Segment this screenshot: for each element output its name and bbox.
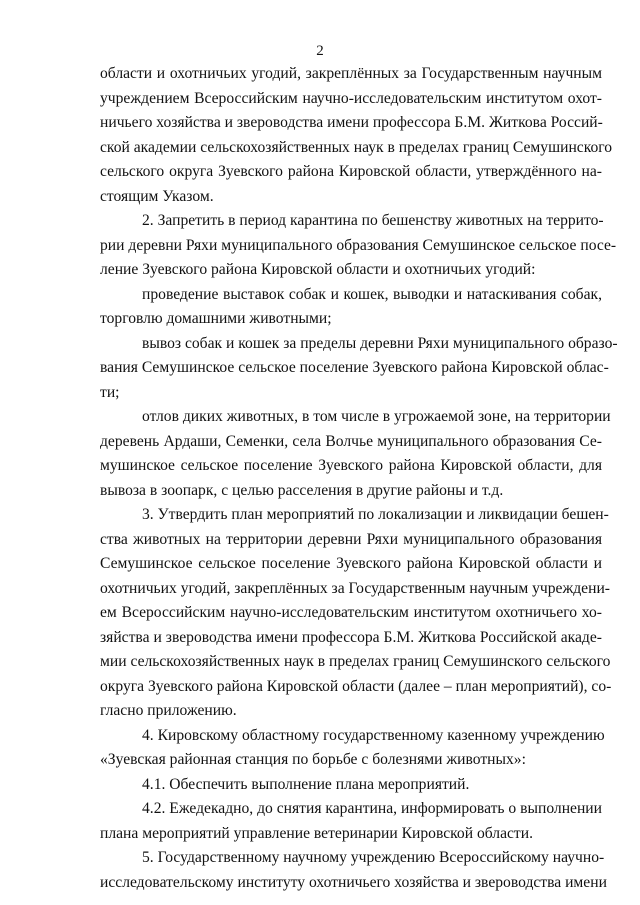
text-line: 3. Утвердить план мероприятий по локализации и ликвидации бешен- [142, 506, 609, 523]
text-line: учреждением Всероссийским научно-исследовательским институтом охот- [100, 89, 602, 107]
text-line: деревень Ардаши, Семенки, села Волчье муниципального образования Се- [100, 432, 602, 450]
text-line: гласно приложению. [100, 702, 237, 719]
text-line: сельского округа Зуевского района Кировской области, утверждённого на- [100, 163, 602, 180]
text-line: стоящим Указом. [100, 187, 214, 205]
text-line: мушинское сельское поселение Зуевского района Кировской области, для [100, 457, 602, 474]
text-line: мии сельскохозяйственных наук в пределах границ Семушинского сельского [100, 653, 611, 670]
text-line: ление Зуевского района Кировской области и охотничьих угодий: [100, 261, 536, 278]
document-body [100, 62, 618, 895]
text-line: вывоза в зоопарк, с целью расселения в другие районы и т.д. [100, 481, 504, 499]
text-line: Семушинское сельское поселение Зуевского района Кировской области и [100, 555, 602, 572]
text-line: зяйства и звероводства имени профессора Б.М. Житкова Российской акаде- [100, 628, 602, 646]
text-line: 4.1. Обеспечить выполнение плана мероприятий. [142, 775, 470, 793]
text-line: ской академии сельскохозяйственных наук в пределах границ Семушинского [100, 138, 613, 156]
text-line: рии деревни Ряхи муниципального образования Семушинское сельское посе- [100, 236, 617, 254]
page-number: 2 [316, 43, 324, 59]
text-line: вания Семушинское сельское поселение Зуевского района Кировской облас- [100, 359, 609, 376]
text-line: «Зуевская районная станция по борьбе с болезнями животных»: [100, 751, 526, 768]
text-line: ства животных на территории деревни Ряхи муниципального образования [100, 530, 602, 548]
text-line: 5. Государственному научному учреждению Всероссийскому научно- [142, 849, 605, 866]
text-line: торговлю домашними животными; [100, 310, 332, 327]
text-line: вывоз собак и кошек за пределы деревни Ряхи муниципального образо- [142, 334, 618, 352]
text-line: 4.2. Ежедекадно, до снятия карантина, информировать о выполнении [142, 800, 602, 817]
text-line: ем Всероссийским научно-исследовательским институтом охотничьего хо- [100, 604, 602, 621]
text-line: плана мероприятий управление ветеринарии Кировской области. [100, 824, 533, 842]
text-line: области и охотничьих угодий, закреплённых за Государственным научным [100, 65, 602, 82]
text-line: ничьего хозяйства и звероводства имени профессора Б.М. Житкова Россий- [100, 114, 603, 131]
text-line: охотничьих угодий, закреплённых за Государственным научным учреждени- [100, 579, 610, 597]
text-line: исследовательскому институту охотничьего хозяйства и звероводства имени [100, 873, 607, 891]
text-line: 4. Кировскому областному государственному казенному учреждению [142, 726, 605, 744]
text-line: отлов диких животных, в том числе в угрожаемой зоне, на территории [142, 408, 611, 425]
text-line: ти; [100, 383, 120, 401]
text-line: 2. Запретить в период карантина по бешенству животных на террито- [142, 212, 604, 229]
text-line: округа Зуевского района Кировской области (далее – план мероприятий), со- [100, 677, 612, 695]
text-line: проведение выставок собак и кошек, выводки и натаскивания собак, [142, 285, 602, 303]
